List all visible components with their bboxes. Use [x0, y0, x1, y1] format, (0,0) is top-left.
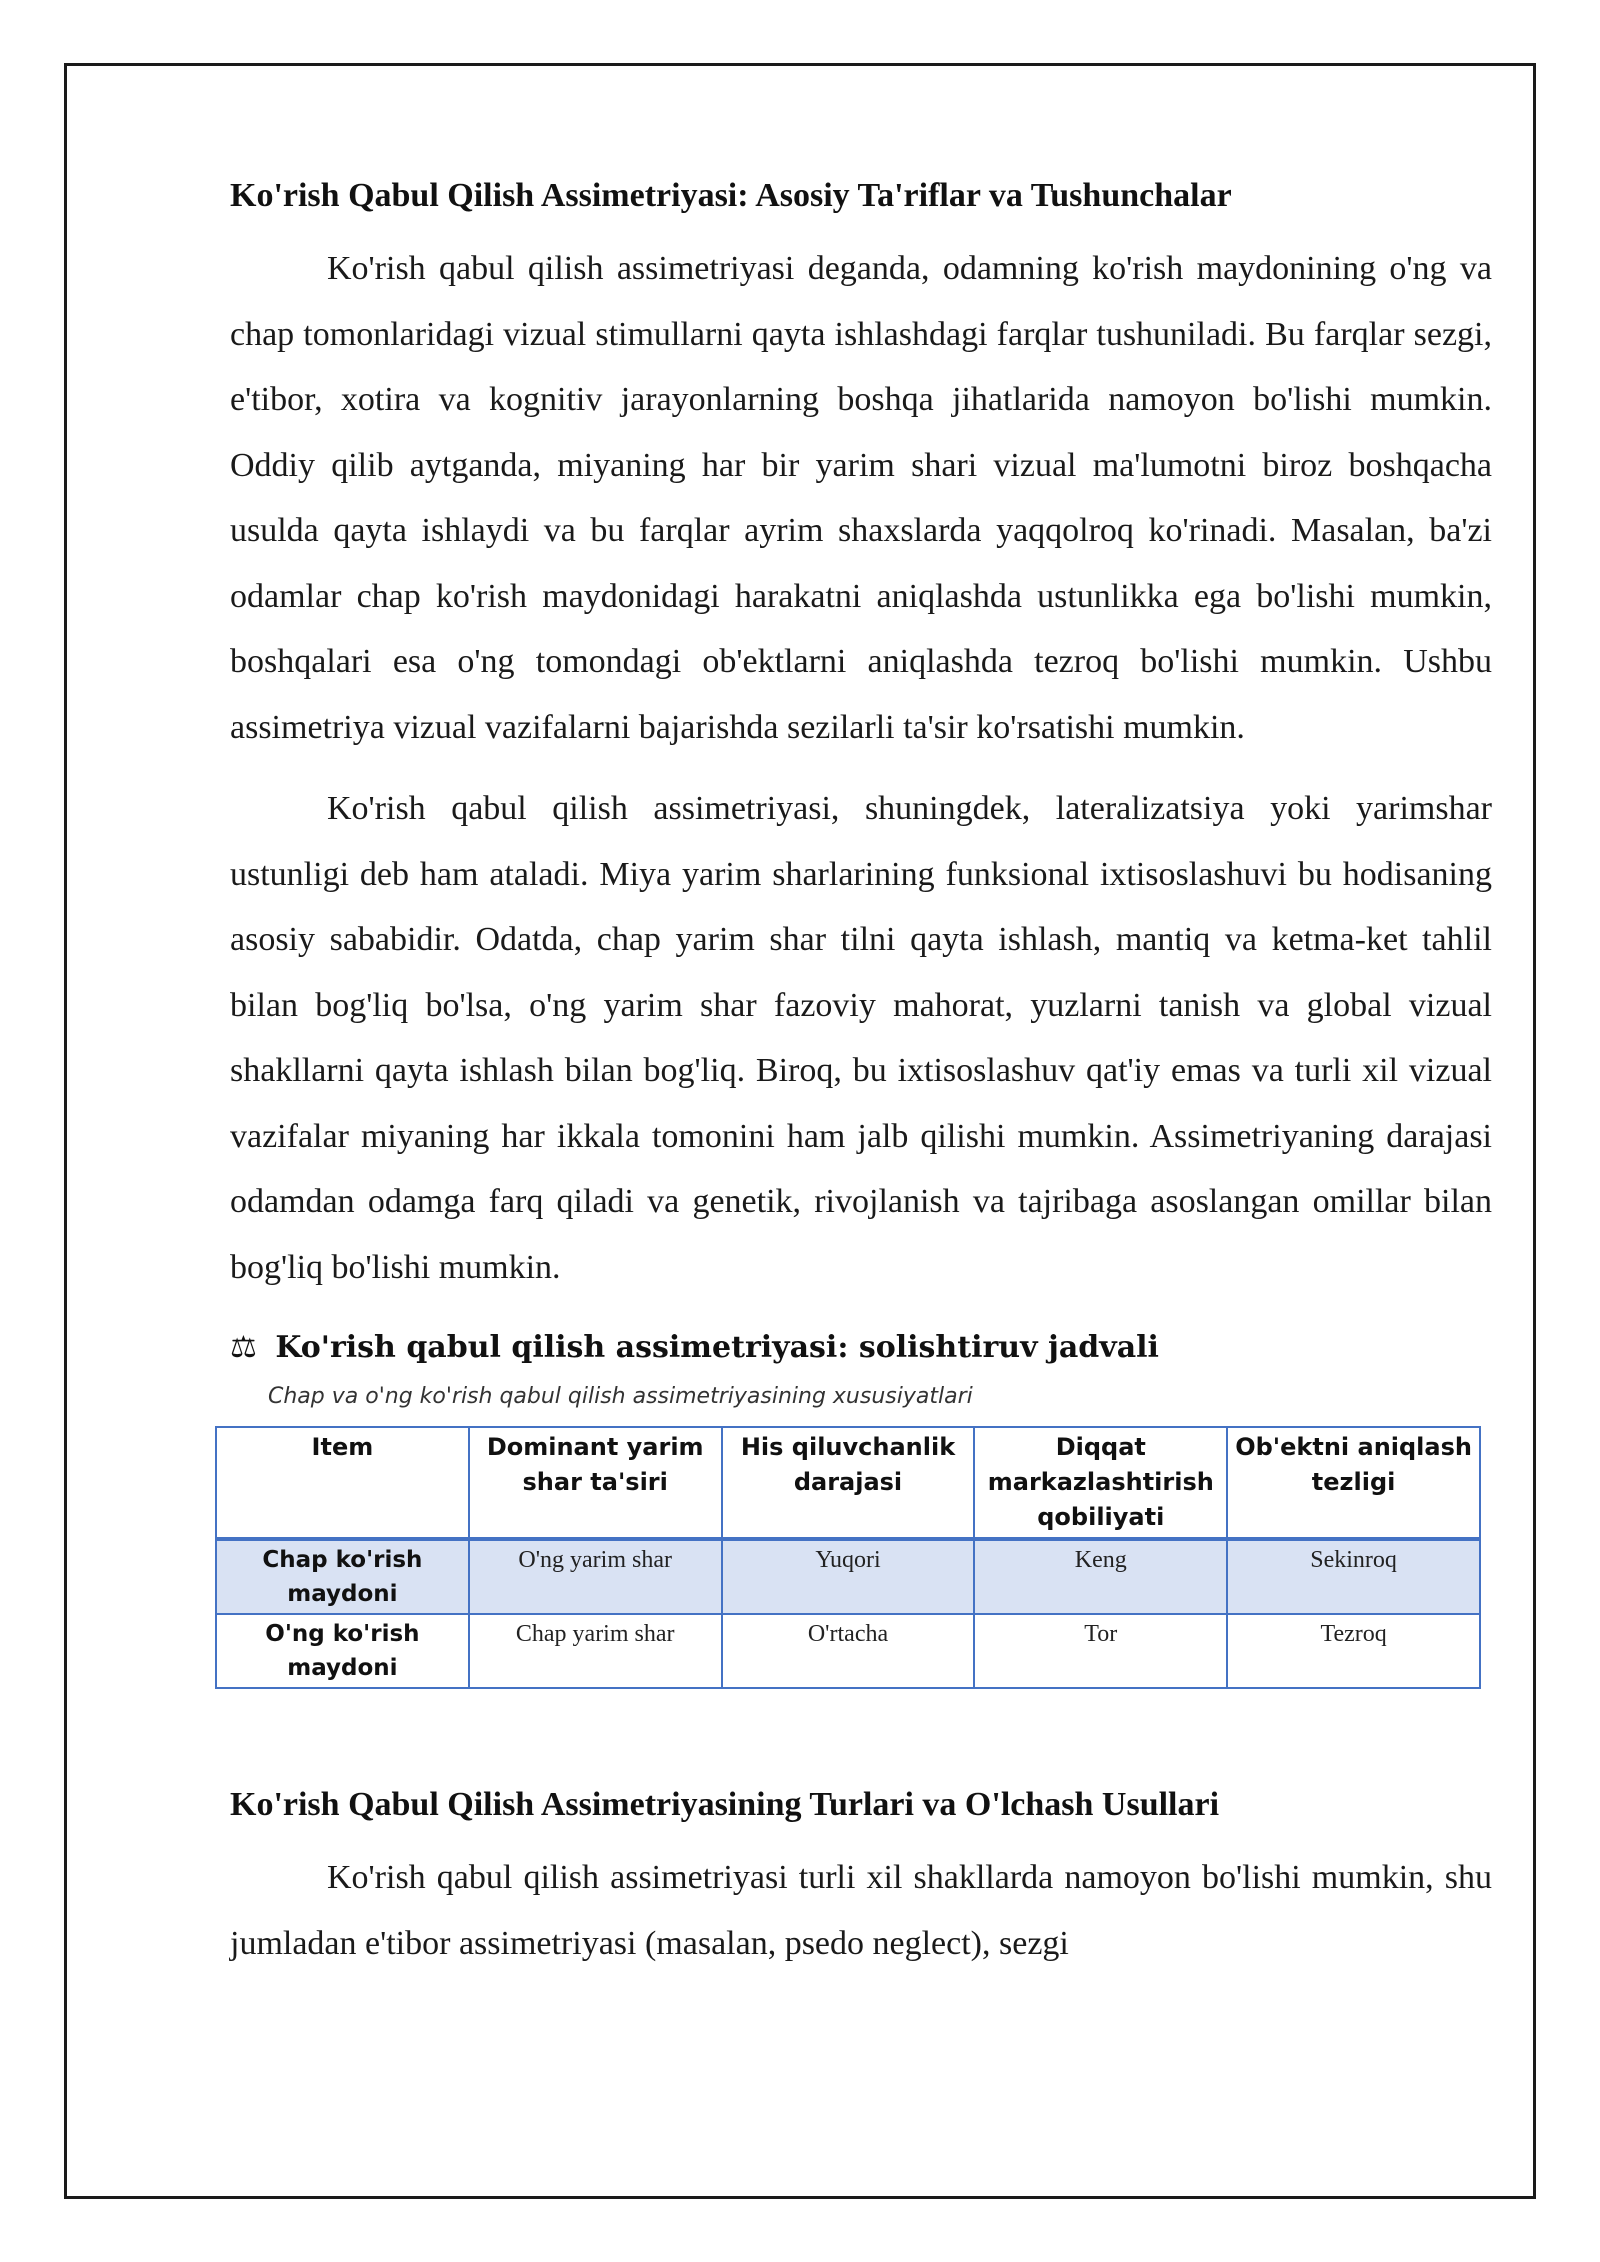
- comparison-table: [215, 1426, 1481, 1689]
- section-heading-definitions: Ko'rish Qabul Qilish Assimetriyasi: Asosiy Ta'riflar va Tushunchalar: [230, 177, 1232, 214]
- table-cell: Keng: [974, 1539, 1227, 1614]
- paragraph: Ko'rish qabul qilish assimetriyasi, shuningdek, lateralizatsiya yoki yarimshar ustunligi deb ham ataladi. Miya yarim sharlarining funksional ixtisoslashuvi bu hodisaning asosiy sababidir. Odatda, chap yarim shar tilni qayta ishlash, mantiq va ketma-ket tahlil bilan bog'liq bo'lsa, o'ng yarim shar fazoviy mahorat, yuzlarni tanish va global vizual shakllarni qayta ishlash bilan bog'liq. Biroq, bu ixtisoslashuv qat'iy emas va turli xil vizual vazifalar miyaning har ikkala tomonini ham jalb qilishi mumkin. Assimetriyaning darajasi odamdan odamga farq qiladi va genetik, rivojlanish va tajribaga asoslangan omillar bilan bog'liq bo'lishi mumkin.: [230, 790, 1492, 1286]
- section-heading-types: Ko'rish Qabul Qilish Assimetriyasining Turlari va O'lchash Usullari: [230, 1786, 1220, 1823]
- table-title: [230, 1328, 1492, 1368]
- table-cell: O'ng yarim shar: [469, 1539, 722, 1614]
- table-row: [216, 1539, 1480, 1614]
- table-cell: Tor: [974, 1614, 1227, 1688]
- column-header: Ob'ektni aniqlash tezligi: [1227, 1427, 1480, 1539]
- column-header: Item: [216, 1427, 469, 1539]
- row-header-cell: O'ng ko'rish maydoni: [216, 1614, 469, 1688]
- table-cell: O'rtacha: [722, 1614, 975, 1688]
- table-caption: Chap va o'ng ko'rish qabul qilish assimetriyasining xususiyatlari: [268, 1384, 973, 1409]
- table-cell: Chap yarim shar: [469, 1614, 722, 1688]
- table-row: [216, 1614, 1480, 1688]
- column-header: His qiluvchanlik darajasi: [722, 1427, 975, 1539]
- table-title-text: Ko'rish qabul qilish assimetriyasi: solishtiruv jadvali: [275, 1330, 1159, 1365]
- paragraph: Ko'rish qabul qilish assimetriyasi deganda, odamning ko'rish maydonining o'ng va chap tomonlaridagi vizual stimullarni qayta ishlashdagi farqlar tushuniladi. Bu farqlar sezgi, e'tibor, xotira va kognitiv jarayonlarning boshqa jihatlarida namoyon bo'lishi mumkin. Oddiy qilib aytganda, miyaning har bir yarim shari vizual ma'lumotni biroz boshqacha usulda qayta ishlaydi va bu farqlar ayrim shaxslarda yaqqolroq ko'rinadi. Masalan, ba'zi odamlar chap ko'rish maydonidagi harakatni aniqlashda ustunlikka ega bo'lishi mumkin, boshqalari esa o'ng tomondagi ob'ektlarni aniqlashda tezroq bo'lishi mumkin. Ushbu assimetriya vizual vazifalarni bajarishda sezilarli ta'sir ko'rsatishi mumkin.: [230, 250, 1492, 746]
- column-header: Diqqat markazlashtirish qobiliyati: [974, 1427, 1227, 1539]
- table-header-row: [216, 1427, 1480, 1539]
- table-cell: Tezroq: [1227, 1614, 1480, 1688]
- row-header-cell: Chap ko'rish maydoni: [216, 1539, 469, 1614]
- column-header: Dominant yarim shar ta'siri: [469, 1427, 722, 1539]
- scales-icon: ⚖: [230, 1330, 257, 1365]
- table-cell: Sekinroq: [1227, 1539, 1480, 1614]
- table-cell: Yuqori: [722, 1539, 975, 1614]
- document-body: [230, 172, 1492, 1992]
- comparison-table-block: [230, 1328, 1492, 1689]
- paragraph: Ko'rish qabul qilish assimetriyasi turli xil shakllarda namoyon bo'lishi mumkin, shu jumladan e'tibor assimetriyasi (masalan, psedo neglect), sezgi: [230, 1859, 1492, 1962]
